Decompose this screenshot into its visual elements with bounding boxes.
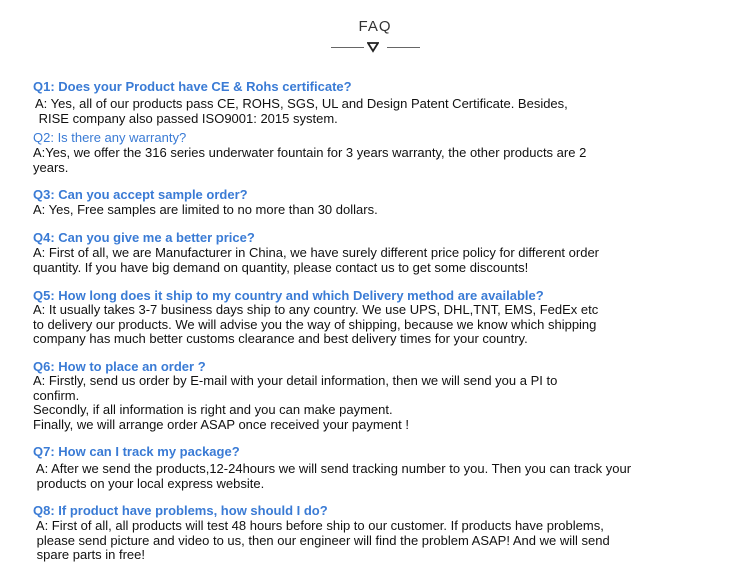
faq-question: Q8: If product have problems, how should I do?: [33, 503, 328, 518]
faq-answer-line: A: After we send the products,12-24hours we will send tracking number to you. Then you can track your: [33, 461, 632, 476]
faq-question: Q2: Is there any warranty?: [33, 130, 187, 145]
faq-answer-line: years.: [33, 159, 69, 175]
faq-item-4: [33, 230, 733, 275]
faq-answer: [33, 146, 733, 175]
faq-answer: [33, 519, 733, 563]
faq-answer-line: please send picture and video to us, then our engineer will find the problem ASAP! And we will send: [33, 532, 610, 548]
faq-answer-line: products on your local express website.: [33, 475, 265, 491]
faq-item-3: [33, 187, 733, 218]
faq-answer-line: A:Yes, we offer the 316 series underwater fountain for 3 years warranty, the other products are 2: [33, 145, 587, 160]
faq-answer-line: A: First of all, we are Manufacturer in China, we have surely different price policy for different order: [33, 245, 600, 260]
faq-answer-line: Secondly, if all information is right and you can make payment.: [33, 402, 393, 417]
faq-question: Q1: Does your Product have CE & Rohs certificate?: [33, 79, 352, 94]
page-title: FAQ: [358, 18, 392, 35]
faq-question: Q4: Can you give me a better price?: [33, 230, 255, 245]
faq-answer: [33, 374, 733, 432]
faq-item-5: [33, 288, 733, 347]
faq-question: Q5: How long does it ship to my country and which Delivery method are available?: [33, 288, 544, 303]
faq-answer: [33, 203, 733, 218]
faq-answer-line: quantity. If you have big demand on quantity, please contact us to get some discounts!: [33, 259, 529, 275]
faq-answer-line: Finally, we will arrange order ASAP once received your payment !: [33, 416, 409, 432]
faq-question: Q3: Can you accept sample order?: [33, 187, 248, 202]
faq-answer-line: confirm.: [33, 387, 80, 403]
title-divider-left: [331, 47, 364, 48]
faq-answer-line: A: Firstly, send us order by E-mail with your detail information, then we will send you a PI to: [33, 373, 558, 388]
faq-answer-line: spare parts in free!: [33, 547, 145, 562]
chevron-down-icon: [367, 41, 379, 53]
faq-answer: [33, 303, 733, 347]
faq-answer-line: A: First of all, all products will test 48 hours before ship to our customer. If products have problems,: [33, 518, 604, 533]
faq-header: [0, 0, 750, 70]
faq-item-1: [33, 79, 733, 126]
title-divider-right: [387, 47, 420, 48]
faq-item-8: [33, 503, 733, 563]
faq-answer-line: A: Yes, all of our products pass CE, ROHS, SGS, UL and Design Patent Certificate. Besides,: [35, 96, 568, 111]
faq-answer-line: A: Yes, Free samples are limited to no more than 30 dollars.: [33, 202, 378, 217]
faq-answer: [33, 97, 733, 126]
faq-question: Q7: How can I track my package?: [33, 444, 240, 459]
faq-item-6: [33, 359, 733, 432]
faq-answer-line: to delivery our products. We will advise you the way of shipping, because we know which shipping: [33, 316, 597, 332]
faq-item-2: [33, 130, 733, 175]
faq-answer-line: RISE company also passed ISO9001: 2015 system.: [35, 110, 338, 126]
faq-answer-line: company has much better customs clearance and best delivery times for your country.: [33, 331, 528, 346]
faq-question: Q6: How to place an order ?: [33, 359, 206, 374]
faq-answer: [33, 462, 733, 491]
faq-item-7: [33, 444, 733, 491]
faq-answer-line: A: It usually takes 3-7 business days ship to any country. We use UPS, DHL,TNT, EMS, FedEx etc: [33, 302, 599, 317]
faq-answer: [33, 246, 733, 275]
